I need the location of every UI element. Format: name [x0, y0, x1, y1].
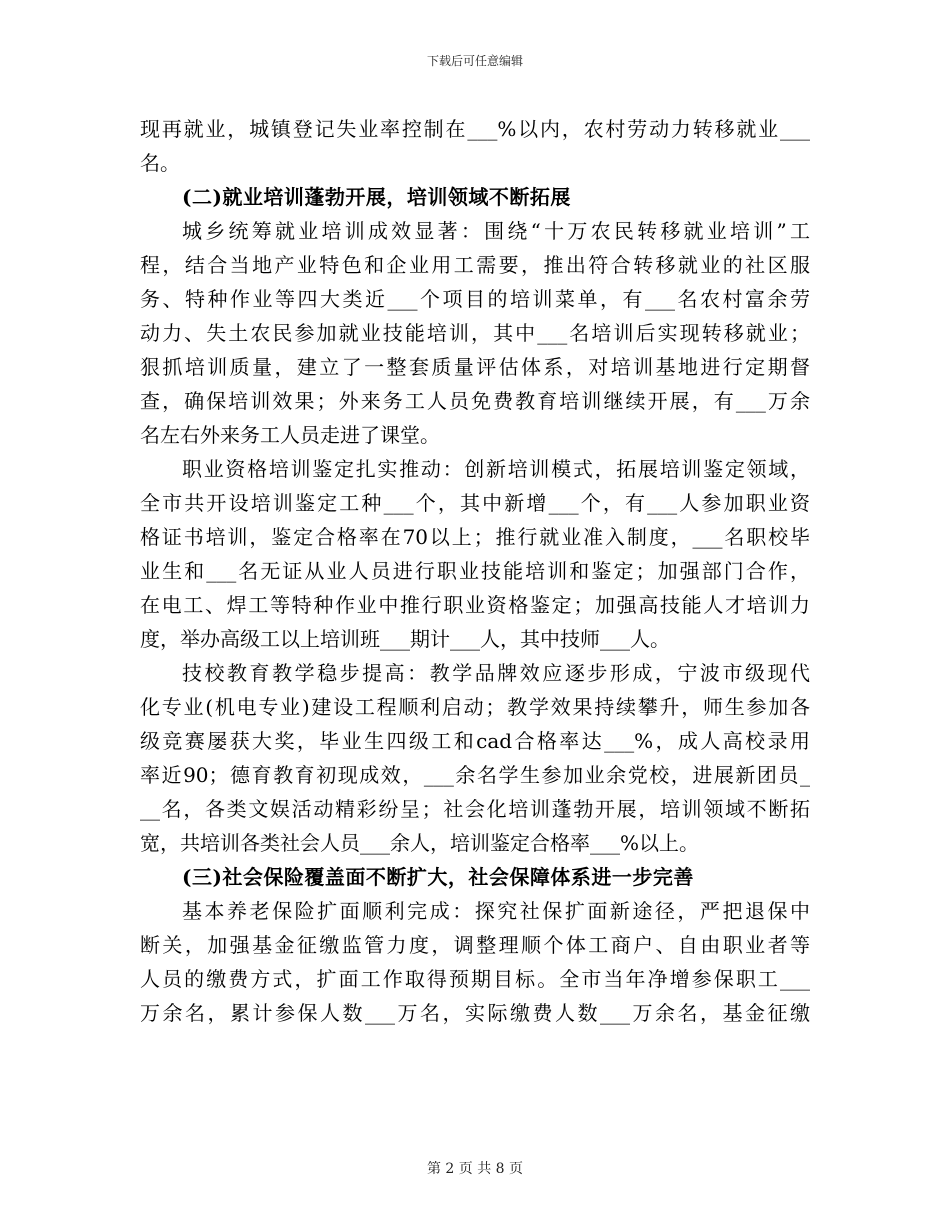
body-line: 名。: [140, 151, 180, 175]
body-line: 动力、失土农民参加就业技能培训，其中___名培训后实现转移就业；: [140, 321, 810, 345]
body-line: 率近90；德育教育初现成效，___余名学生参加业余党校，进展新团员_: [140, 763, 810, 787]
paragraph-first-line: 城乡统筹就业培训成效显著：围绕“十万农民转移就业培训”工: [182, 219, 810, 243]
body-line: 全市共开设培训鉴定工种___个，其中新增___个，有___人参加职业资: [140, 491, 810, 515]
body-line: 务、特种作业等四大类近___个项目的培训菜单，有___名农村富余劳: [140, 287, 810, 311]
body-line: __名，各类文娱活动精彩纷呈；社会化培训蓬勃开展，培训领域不断拓: [140, 797, 810, 821]
body-line: 狠抓培训质量，建立了一整套质量评估体系，对培训基地进行定期督: [140, 355, 810, 379]
body-line: 断关，加强基金征缴监管力度，调整理顺个体工商户、自由职业者等: [140, 933, 810, 957]
body-line: 宽，共培训各类社会人员___余人，培训鉴定合格率___%以上。: [140, 831, 700, 855]
body-line: 万余名，累计参保人数___万名，实际缴费人数___万余名，基金征缴: [140, 1001, 810, 1025]
body-line: 名左右外来务工人员走进了课堂。: [140, 423, 440, 447]
body-line: 人员的缴费方式，扩面工作取得预期目标。全市当年净增参保职工___: [140, 967, 810, 991]
body-line: 业生和___名无证从业人员进行职业技能培训和鉴定；加强部门合作，: [140, 559, 810, 583]
body-line: 化专业(机电专业)建设工程顺利启动；教学效果持续攀升，师生参加各: [140, 695, 810, 719]
document-body: [140, 112, 810, 1030]
page-footer: 第 2 页 共 8 页: [426, 1161, 524, 1177]
paragraph-first-line: 职业资格培训鉴定扎实推动：创新培训模式，拓展培训鉴定领域，: [182, 457, 810, 481]
section-heading: (三)社会保险覆盖面不断扩大，社会保障体系进一步完善: [182, 865, 694, 889]
body-line: 格证书培训，鉴定合格率在70以上；推行就业准入制度，___名职校毕: [140, 525, 810, 549]
body-line: 程，结合当地产业特色和企业用工需要，推出符合转移就业的社区服: [140, 253, 810, 277]
body-line: 度，举办高级工以上培训班___期计___人，其中技师___人。: [140, 627, 670, 651]
paragraph-first-line: 技校教育教学稳步提高：教学品牌效应逐步形成，宁波市级现代: [182, 661, 810, 685]
body-line: 在电工、焊工等特种作业中推行职业资格鉴定；加强高技能人才培训力: [140, 593, 810, 617]
paragraph-first-line: 基本养老保险扩面顺利完成：探究社保扩面新途径，严把退保中: [182, 899, 810, 923]
body-line: 级竞赛屡获大奖，毕业生四级工和cad合格率达___%，成人高校录用: [140, 729, 810, 753]
page-header: 下载后可任意编辑: [426, 54, 523, 68]
body-line: 查，确保培训效果；外来务工人员免费教育培训继续开展，有___万余: [140, 389, 810, 413]
body-line: 现再就业，城镇登记失业率控制在___%以内，农村劳动力转移就业___: [140, 117, 810, 141]
section-heading: (二)就业培训蓬勃开展，培训领域不断拓展: [182, 185, 571, 209]
